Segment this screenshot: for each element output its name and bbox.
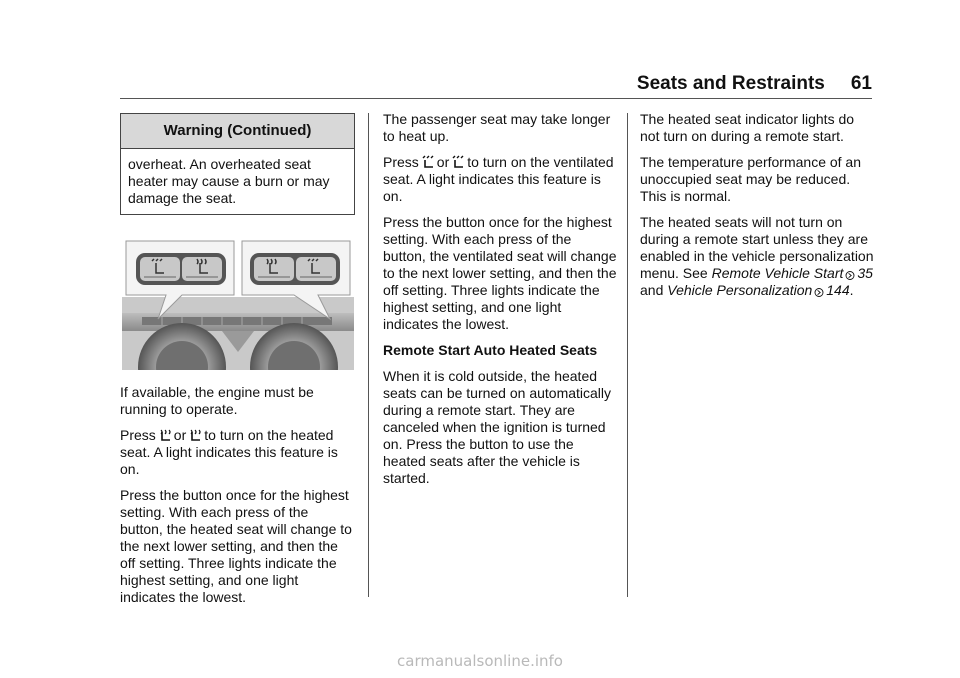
paragraph: Press the button once for the highest setting. With each press of the button, the heated seat will change to the next lower setting, and then the off setting. Three lights indicate the highest setting, and one light indicates the lowest. xyxy=(120,487,352,605)
header-rule xyxy=(120,98,872,99)
watermark: carmanualsonline.info xyxy=(397,652,563,670)
link-vehicle-personalization[interactable]: Vehicle Personalization xyxy=(667,282,813,298)
ventilated-seat-icon xyxy=(451,155,465,170)
section-title: Seats and Restraints xyxy=(636,73,825,94)
paragraph xyxy=(640,214,875,299)
section-heading: Remote Start Auto Heated Seats xyxy=(383,342,598,358)
page-header xyxy=(637,73,872,95)
text-fragment: and xyxy=(640,282,664,298)
ventilated-seat-icon xyxy=(421,155,435,170)
paragraph xyxy=(383,154,618,205)
text-fragment: or xyxy=(436,154,450,170)
column-3 xyxy=(640,111,875,308)
column-divider xyxy=(368,113,369,597)
warning-box xyxy=(120,113,355,215)
text-fragment: to turn on the ventilated seat. A light indicates this feature is on. xyxy=(383,154,614,204)
paragraph: The passenger seat may take longer to heat up. xyxy=(383,111,611,144)
text-fragment: Press xyxy=(383,154,419,170)
paragraph: The heated seat indicator lights do not turn on during a remote start. xyxy=(640,111,855,144)
heated-seat-icon xyxy=(158,428,172,443)
warning-title: Warning (Continued) xyxy=(121,114,354,149)
column-2 xyxy=(383,111,618,496)
paragraph xyxy=(120,427,355,478)
paragraph: The temperature performance of an unoccupied seat may be reduced. This is normal. xyxy=(640,154,862,204)
text-fragment: The heated seats will not turn on during a remote start unless they are enabled in the vehicle personalization menu. See xyxy=(640,214,874,281)
text-fragment: or xyxy=(173,427,187,443)
warning-body: overheat. An overheated seat heater may cause a burn or may damage the seat. xyxy=(128,156,330,206)
text-fragment: Press xyxy=(120,427,156,443)
paragraph: When it is cold outside, the heated seats can be turned on automatically during a remote start. They are canceled when the ignition is turned on. Press the button to use the heated seats after the vehicle is started. xyxy=(383,368,612,486)
text-fragment: . xyxy=(849,282,854,298)
link-remote-vehicle-start[interactable]: Remote Vehicle Start xyxy=(711,265,844,281)
page-arrow-icon xyxy=(845,270,855,281)
paragraph: If available, the engine must be running to operate. xyxy=(120,384,314,417)
page-number: 61 xyxy=(850,73,872,94)
text-fragment: to turn on the heated seat. A light indicates this feature is on. xyxy=(120,427,338,477)
page-reference[interactable]: 144 xyxy=(826,282,850,298)
column-1 xyxy=(120,113,355,615)
paragraph: Press the button once for the highest setting. With each press of the button, the ventilated seat will change to the next lower setting, and then the off setting. Three lights indicate the highest setting, and one light indicates the lowest. xyxy=(383,214,617,332)
page-arrow-icon xyxy=(814,287,824,298)
heated-seat-icon xyxy=(188,428,202,443)
column-divider xyxy=(627,113,628,597)
page-reference[interactable]: 35 xyxy=(857,265,873,281)
seat-controls-illustration xyxy=(122,237,354,370)
